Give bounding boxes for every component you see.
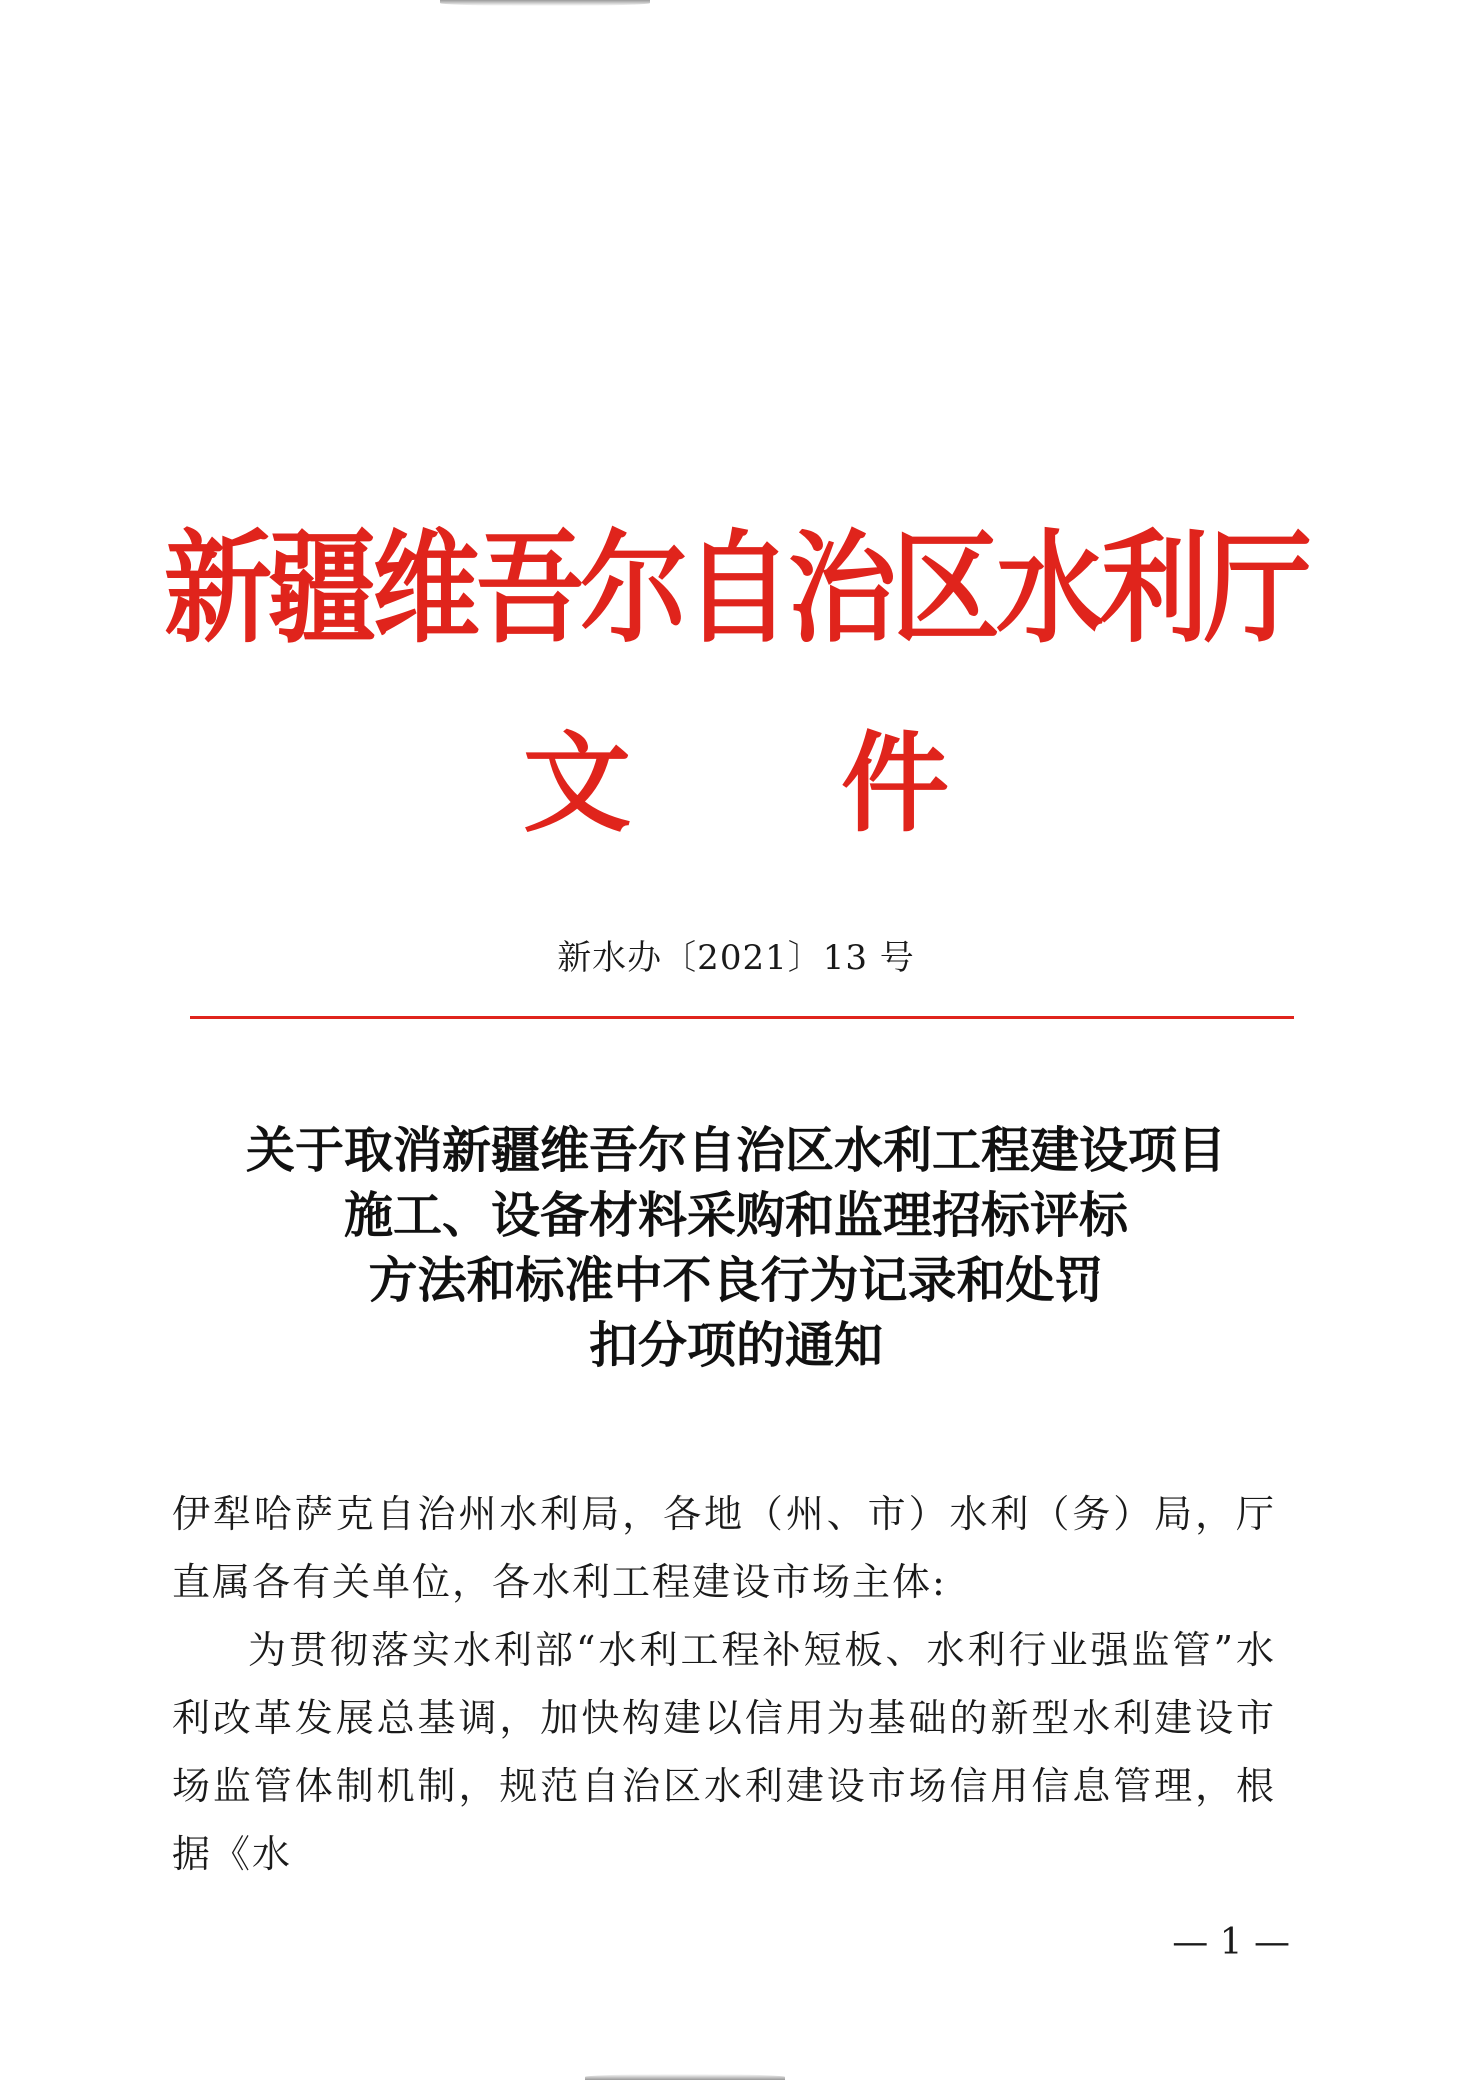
document-type-char-wen: 文 — [522, 722, 631, 847]
body-paragraph-1: 为贯彻落实水利部“水利工程补短板、水利行业强监管”水利改革发展总基调，加快构建以信用为基础的新型水利建设市场监管体制机制，规范自治区水利建设市场信用信息管理，根据《水 — [172, 1628, 1276, 1876]
red-divider-line — [190, 1016, 1294, 1019]
title-line-4: 扣分项的通知 — [588, 1316, 883, 1374]
document-number: 新水办〔2021〕13 号 — [557, 938, 915, 978]
addressee-paragraph: 伊犁哈萨克自治州水利局，各地（州、市）水利（务）局，厅直属各有关单位，各水利工程建设市场主体: — [172, 1492, 1276, 1604]
document-type-heading — [0, 720, 1472, 850]
document-type-char-jian: 件 — [841, 722, 950, 847]
document-body — [172, 1480, 1276, 1888]
scan-edge-mark-top — [440, 0, 650, 6]
title-line-1: 关于取消新疆维吾尔自治区水利工程建设项目 — [245, 1121, 1226, 1179]
title-line-2: 施工、设备材料采购和监理招标评标 — [343, 1186, 1128, 1244]
title-line-3: 方法和标准中不良行为记录和处罚 — [368, 1251, 1104, 1309]
scan-edge-mark-bottom — [585, 2074, 785, 2080]
agency-masthead: 新疆维吾尔自治区水利厅 — [163, 519, 1308, 660]
page-number: — 1 — — [1172, 1922, 1290, 1963]
document-title — [120, 1118, 1352, 1378]
